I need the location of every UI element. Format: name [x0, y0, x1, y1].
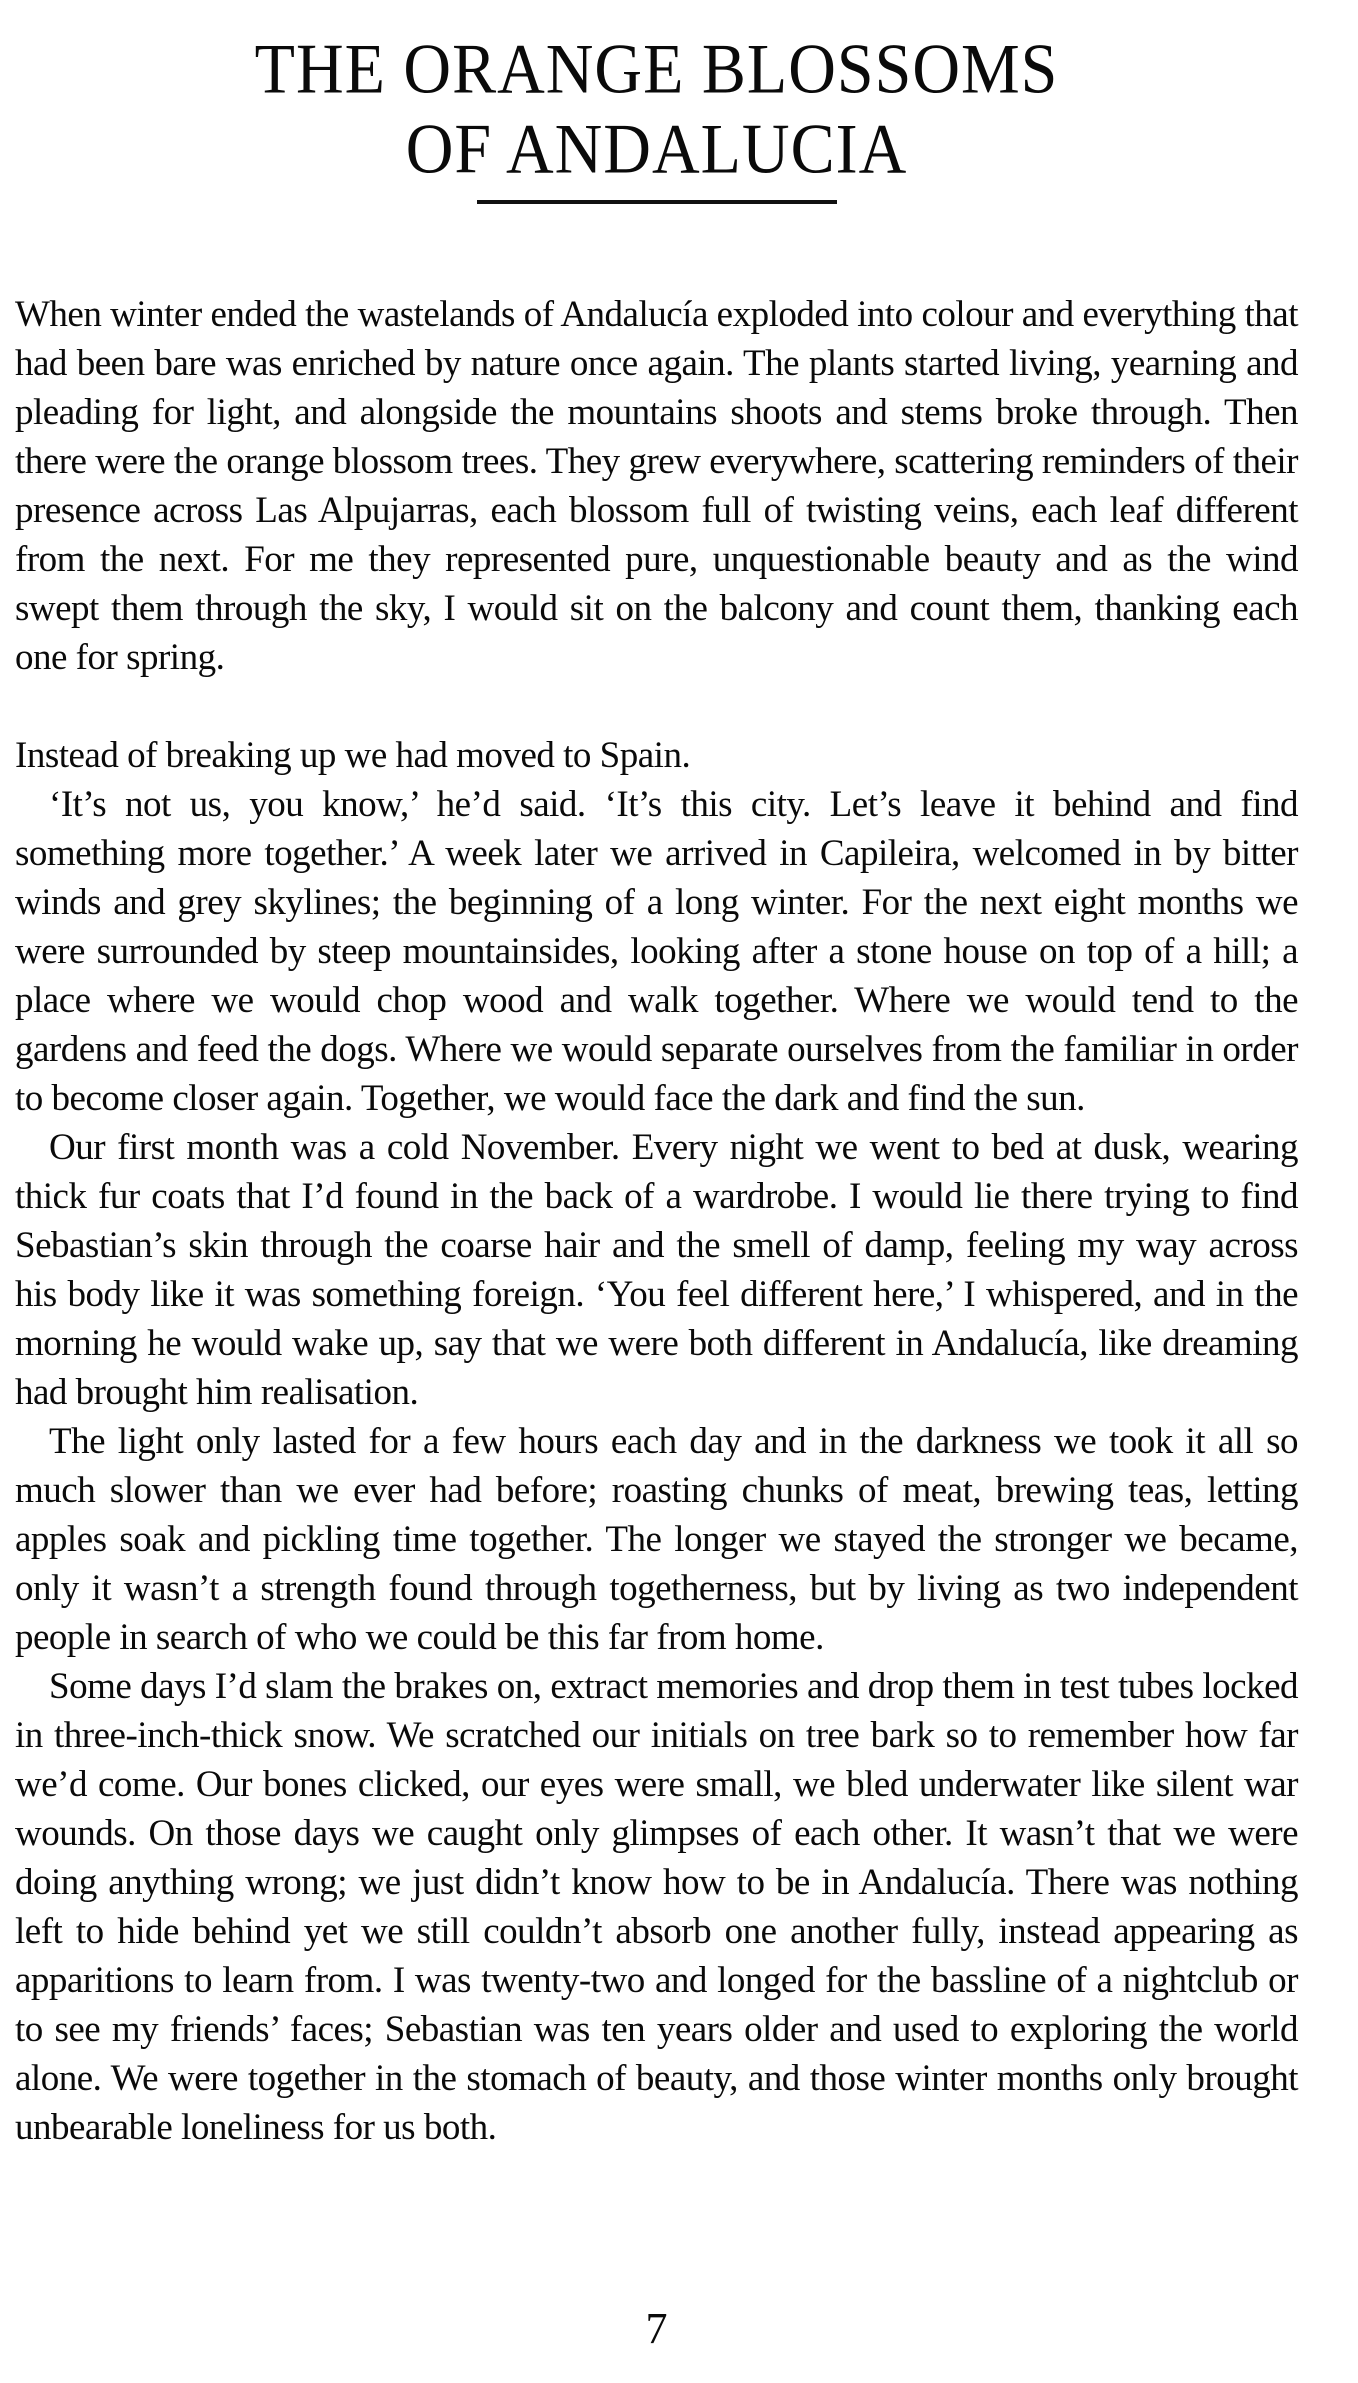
paragraph: The light only lasted for a few hours each day and in the darkness we took it all so much slower than we ever had before; roasting chunks of meat, brewing teas, letting apples soak and pickling time together. The longer we stayed the stronger we became, only it wasn’t a strength found through togetherness, but by living as two independent people in search of who we could be this far from home.: [15, 1420, 1298, 1658]
paragraph: Instead of breaking up we had moved to Spain.: [15, 734, 691, 776]
paragraph: ‘It’s not us, you know,’ he’d said. ‘It’s this city. Let’s leave it behind and find something more together.’ A week later we arrived in Capileira, welcomed in by bitter winds and grey skylines; the beginning of a long winter. For the next eight months we were surrounded by steep mountainsides, looking after a stone house on top of a hill; a place where we would chop wood and walk together. Where we would tend to the gardens and feed the dogs. Where we would separate ourselves from the familiar in order to become closer again. Together, we would face the dark and find the sun.: [15, 783, 1298, 1119]
page-number: 7: [645, 2304, 668, 2353]
paragraph: Our first month was a cold November. Every night we went to bed at dusk, wearing thick fur coats that I’d found in the back of a wardrobe. I would lie there trying to find Sebastian’s skin through the coarse hair and the smell of damp, feeling my way across his body like it was something foreign. ‘You feel different here,’ I whispered, and in the morning he would wake up, say that we were both different in Andalucía, like dreaming had brought him realisation.: [15, 1126, 1298, 1413]
chapter-title: [15, 30, 1298, 190]
chapter-title-line-1: THE ORANGE BLOSSOMS: [254, 30, 1059, 109]
chapter-title-line-2: OF ANDALUCIA: [405, 109, 908, 189]
chapter-body: [15, 290, 1298, 2152]
title-divider-rule: [477, 200, 837, 204]
paragraph: Some days I’d slam the brakes on, extract memories and drop them in test tubes locked in three-inch-thick snow. We scratched our initials on tree bark so to remember how far we’d come. Our bones clicked, our eyes were small, we bled underwater like silent war wounds. On those days we caught only glimpses of each other. It wasn’t that we were doing anything wrong; we just didn’t know how to be in Andalucía. There was nothing left to hide behind yet we still couldn’t absorb one another fully, instead appearing as apparitions to learn from. I was twenty-two and longed for the bassline of a nightclub or to see my friends’ faces; Sebastian was ten years older and used to exploring the world alone. We were together in the stomach of beauty, and those winter months only brought unbearable loneliness for us both.: [15, 1665, 1298, 2148]
paragraph: When winter ended the wastelands of Andalucía exploded into colour and everything that had been bare was enriched by nature once again. The plants started living, yearning and pleading for light, and alongside the mountains shoots and stems broke through. Then there were the orange blossom trees. They grew everywhere, scattering reminders of their presence across Las Alpujarras, each blossom full of twisting veins, each leaf different from the next. For me they represented pure, unquestionable beauty and as the wind swept them through the sky, I would sit on the balcony and count them, thanking each one for spring.: [15, 293, 1298, 678]
